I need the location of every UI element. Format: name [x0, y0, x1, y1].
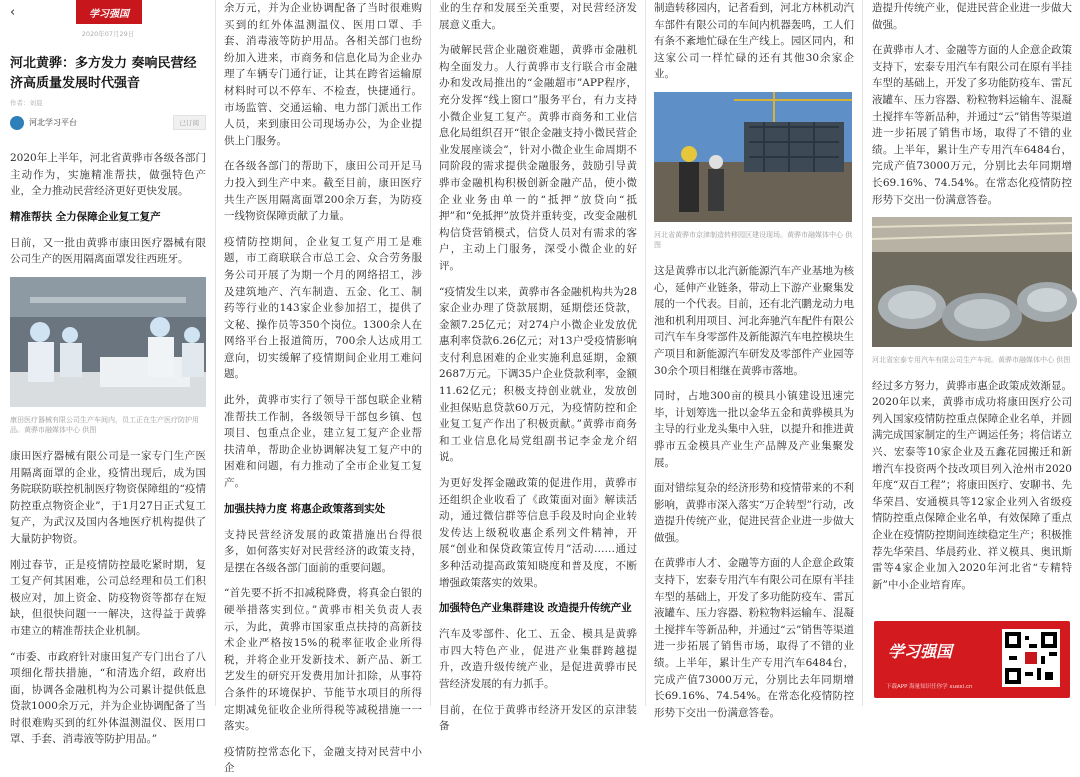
paragraph: 这是黄骅市以北汽新能源汽车产业基地为核心，延伸产业链条，带动上下游产业聚集发展的一个代表。目前，还有北汽鹏龙动力电池和机利用项目、河北奔驰汽车配件有限公司汽车车身零部件及新能源汽车电控模块生产项目和新能源汽车研发及零部件产业园等30余个项目相继在黄骅市落地。: [654, 264, 854, 377]
paragraph: 康田医疗器械有限公司是一家专门生产医用隔离面罩的企业，疫情出现后，成为国务院联防联控机制医疗物资保障组的“疫情防控重点物资企业”，于1月27日正式复工复产，为武汉及国内各地医疗机构提供了大量防护物资。: [10, 449, 206, 545]
paragraph: 此外，黄骅市实行了领导干部包联企业精准帮扶工作制，各级领导干部包乡镇、包项目、包重点企业，建立复工复产企业帮扶清单，帮助企业协调解决复工复产中的困难和问题，有力推动了全市企业复工复产。: [224, 394, 422, 490]
paragraph: 经过多方努力，黄骅市惠企政策成效渐显。2020年以来，黄骅市成功将康田医疗公司列入国家疫情防控重点保障企业名单，并圆满完成国家制定的生产调运任务；将信诺立兴、宏泰等10家企业及五鑫花园搬迁和新增汽车投资两个技改项目列入沧州市2020年度“双百工程”；将康田医疗、安聊书、先华荣昌、安通模具等12家企业列入省级疫情防控重点保障企业名单，有效保障了重点企业在疫情防控期间连续稳定生产；积极推荐先华荣昌、华晨药业、祥义模具、奥讯斯雷等4家企业加入2020年河北省“专精特新”中小企业培育库。: [872, 379, 1072, 591]
qr-code-icon[interactable]: [1002, 629, 1060, 687]
subscribe-button[interactable]: 已订阅: [173, 115, 207, 130]
paragraph: “首先要不折不扣减税降费，将真金白银的硬举措落实到位。”黄骅市相关负责人表示，为此，黄骅市国家重点扶持的高新技术企业严格按15%的税率征收企业所得税，并将企业开发新技术、新产品、新工艺发生的研究开发费用加计扣除，从事符合条件的环境保护、节能节水项目的所得定期减免征收企业所得税等减税措施一一落实。: [224, 587, 422, 733]
banner-logo: 学习强国: [888, 642, 953, 661]
paragraph: 造提升传统产业，促进民营企业进一步做大做强。: [872, 2, 1072, 31]
paragraph: 刚过春节，正是疫情防控最吃紧时期，复工复产何其困难，公司总经理和员工们积极应对，加上资金、防疫物资等都存在短缺，但很快问题一一解决，这得益于黄骅市建立的精准帮扶企业机制。: [10, 558, 206, 637]
article-date: 2020年07月29日: [81, 30, 135, 38]
article-author: 作者：刘晨: [10, 99, 43, 107]
paragraph: 业的生存和发展至关重要，对民营经济发展意义重大。: [439, 2, 637, 31]
publisher-avatar[interactable]: [10, 116, 24, 130]
paragraph: “疫情发生以来，黄骅市各金融机构共为28家企业办理了贷款展期，延期偿还贷款，金额7.25亿元；对274户小微企业发放优惠利率贷款6.26亿元；对13户受疫情影响支付利息困难的企业实施利息延期，金额2687万元。下调35户企业贷款利率，金额11.62亿元；积极支持创业就业，发放创业担保贴息贷款60万元，为疫情防控和企业复工复产作出了积极贡献。”黄骅市商务和工业信息化局党组副书记李金龙介绍说。: [439, 285, 637, 464]
construction-site-photo: [654, 92, 854, 226]
paragraph: 在各级各部门的帮助下，康田公司开足马力投入到生产中来。截至目前，康田医疗共生产医用隔离面罩200余万套，为防疫一线物资保障贡献了力量。: [224, 160, 422, 223]
paragraph: “市委、市政府针对康田复产专门出台了八项细化帮扶措施，“和清选介绍，政府出面，协调各金融机构为公司累计提供低息贷款1000余万元，并为企业协调配备了当时很难购买到的红外体温测温仪、医用口罩、手套、消毒液等防护用品。”: [10, 650, 206, 746]
paragraph: 日前，又一批由黄骅市康田医疗器械有限公司生产的医用隔离面罩发往西班牙。: [10, 236, 206, 266]
paragraph: 2020年上半年，河北省黄骅市各级各部门主动作为，实施精准帮扶，做强特色产业，全力推动民营经济更好更快发展。: [10, 152, 206, 198]
photo-caption: 河北省宏泰专用汽车有限公司生产车间。黄骅市融媒体中心 供图: [872, 356, 1071, 365]
app-logo: 学习强国: [76, 0, 142, 24]
paragraph: 为破解民营企业融资难题，黄骅市金融机构全面发力。人行黄骅市支行联合市金融办和发改局推出的“金融超市”APP程序，充分发挥“线上窗口”服务平台，有力支持小微企业复工复产。黄骅市商务和工业信息化局组织召开“银企金融支持小微民营企业发展座谈会”，针对小微企业生命周期不同阶段的需求提供金融服务，鼓励引导黄骅市金融机构积极创新金融产品，使小微企业业务由单一的“抵押”放贷向“抵押”和“免抵押”放贷并重转变，改变金融机构信贷营销模式，信贷人员对有需求的客户，主动上门服务，深受小微企业的好评。: [439, 44, 637, 272]
workshop-photo: [872, 217, 1072, 351]
app-download-banner[interactable]: [874, 621, 1070, 698]
paragraph: 疫情防控期间，企业复工复产用工是难题，市工商联联合市总工会、众合劳务服务公司开展了为期一个月的网络招工，涉及建筑地产、汽车制造、五金、化工、制药等行业的143家企业参加招工，提供了文秘、操作员等350个岗位。1300余人在网络平台上报道简历，700余人达成用工意向，切实缓解了疫情期间企业用工难问题。: [224, 235, 422, 381]
back-icon[interactable]: ‹: [10, 5, 16, 20]
paragraph: 汽车及零部件、化工、五金、模具是黄骅市四大特色产业，促进产业集群跨越提升，改造升级传统产业，是促进黄骅市民营经济发展的有力抓手。: [439, 628, 637, 690]
column-4: [646, 0, 862, 719]
paragraph: 面对错综复杂的经济形势和疫情带来的不利影响，黄骅市深入落实“万企转型”行动，改造提升传统产业，促进民营企业进一步做大做强。: [654, 482, 854, 544]
section-heading: 加强扶持力度 将惠企政策落到实处: [224, 502, 386, 515]
paragraph: 支持民营经济发展的政策措施出台得很多，如何落实好对民营经济的政策支持，是摆在各级各部门面前的重要问题。: [224, 528, 422, 574]
paragraph: 疫情防控常态化下，金融支持对民营中小企: [224, 745, 422, 775]
column-divider: [862, 0, 863, 706]
column-5: [864, 0, 1080, 706]
paragraph: 同时，占地300亩的模具小镇建设迅速完毕，计划筹选一批以金华五金和黄骅模具为主导的行业龙头集中入驻，以提升和推进黄骅市五金模具产业生产品牌及产业集聚发展。: [654, 390, 854, 469]
top-bar: [0, 0, 216, 28]
photo-caption: 康田医疗器械有限公司生产车间内，员工正在生产医疗防护用品。黄骅市融媒体中心 供图: [10, 415, 199, 435]
publisher-row: [10, 115, 206, 130]
section-heading: 加强特色产业集群建设 改造提升传统产业: [439, 602, 632, 615]
paragraph: 在黄骅市人才、金融等方面的人企意企政策支持下，宏泰专用汽车有限公司在原有半挂车型的基础上，开发了多功能防疫车、雷瓦液罐车、压力容器、粉粒物料运输车、混凝土搅拌车等新品种，并通过“云”销售等渠道进一步拓展了销售市场，取得了不错的业绩。上半年，累计生产专用汽车6484台，完成产值73000万元，分别比去年同期增长69.16%、74.54%。在常态化疫情防控形势下交出一份满意答卷。: [872, 44, 1072, 206]
paragraph: 余万元，并为企业协调配备了当时很难购买到的红外体温测温仪、医用口罩、手套、消毒液等防护用品。各相关部门也纷纷加入进来，市商务和信息化局为企业办理了车辆专门通行证，让其在跨省运输原材料时可以不停车、不检查，快捷通行。市场监管、交通运输、电力部门派出工作人员，来到康田公司现场办公，为企业提供上门服务。: [224, 2, 422, 147]
column-1: [0, 0, 216, 746]
banner-tagline: 下载APP 海量知识任你学 xuexi.cn: [886, 684, 973, 690]
article-title: 河北黄骅：多方发力 奏响民营经济高质量发展时代强音: [10, 56, 197, 91]
photo-caption: 河北省黄骅市京津制造转移园区建设现场。黄骅市融媒体中心 供图: [654, 230, 853, 250]
factory-workers-photo: [10, 277, 206, 411]
paragraph: 在黄骅市人才、金融等方面的人企意企政策支持下，宏泰专用汽车有限公司在原有半挂车型的基础上，开发了多功能防疫车、雷瓦液罐车、压力容器、粉粒物料运输车、混凝土搅拌车等新品种，并通过“云”销售等渠道进一步拓展了销售市场，取得了不错的业绩。上半年，累计生产专用汽车6484台，完成产值73000万元，分别比去年同期增长69.16%、74.54%。在常态化疫情防控形势下交出一份满意答卷。: [654, 557, 854, 719]
paragraph: 为更好发挥金融政策的促进作用，黄骅市还组织企业收看了《政策面对面》解读活动，通过微信群等信息手段及时向企业转发传达上级税收惠企系列文件精神，开展“创业和保贷政策宣传月”活动……通过多种活动提高政策知晓度和普及度，不断增强政策落实的效果。: [439, 477, 637, 589]
paragraph: 制造转移园内，记者看到，河北方林机动汽车部件有限公司的车间内机器轰鸣，工人们有条不紊地忙碌在生产线上。园区同内，和这家公司一样忙碌的还有其他30余家企业。: [654, 2, 854, 81]
paragraph: 目前，在位于黄骅市经济开发区的京津装备: [439, 703, 637, 733]
publisher-name[interactable]: 河北学习平台: [29, 118, 77, 127]
section-heading: 精准帮扶 全力保障企业复工复产: [10, 210, 161, 223]
column-2: [216, 0, 430, 775]
column-3: [431, 0, 645, 733]
